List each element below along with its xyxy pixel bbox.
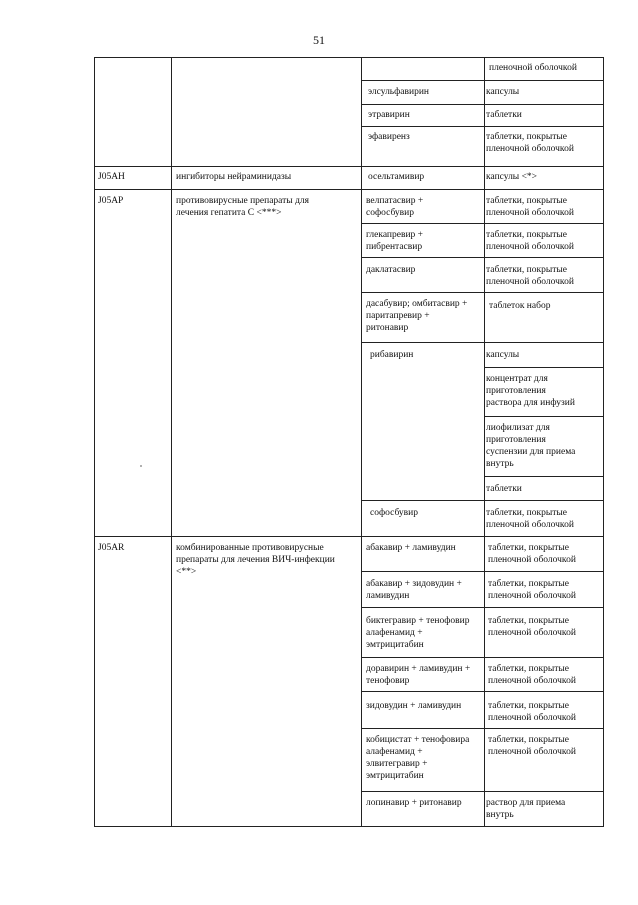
form-cell: таблетки, покрытые пленочной оболочкой bbox=[488, 543, 576, 565]
table-rule bbox=[484, 476, 604, 477]
page-number: 51 bbox=[313, 33, 325, 47]
table-rule bbox=[603, 57, 604, 827]
table-rule bbox=[361, 342, 604, 343]
form-cell: концентрат для приготовления раствора для инфузий bbox=[486, 374, 575, 408]
drug-cell: рибавирин bbox=[370, 350, 414, 360]
drug-cell: элсульфавирин bbox=[368, 87, 430, 97]
table-rule bbox=[94, 57, 95, 827]
table-rule bbox=[484, 367, 604, 368]
group-cell: ингибиторы нейраминидазы bbox=[176, 172, 292, 182]
drug-cell: глекапревир + пибрентасвир bbox=[366, 230, 424, 252]
drug-cell: абакавир + ламивудин bbox=[366, 543, 456, 553]
table-rule bbox=[484, 57, 485, 827]
form-cell: таблетки, покрытые пленочной оболочкой bbox=[486, 230, 574, 252]
table-rule bbox=[361, 657, 604, 658]
form-cell: капсулы bbox=[486, 87, 520, 97]
group-cell: комбинированные противовирусные препараты для лечения ВИЧ-инфекции <**> bbox=[176, 543, 335, 577]
form-cell: таблетки, покрытые пленочной оболочкой bbox=[488, 735, 576, 757]
form-cell: таблетки, покрытые пленочной оболочкой bbox=[488, 616, 576, 638]
table-rule bbox=[361, 223, 604, 224]
table-rule bbox=[361, 292, 604, 293]
form-cell: капсулы <*> bbox=[486, 172, 538, 182]
table-rule bbox=[361, 80, 604, 81]
atc-code-cell: J05AH bbox=[98, 172, 125, 182]
table-rule bbox=[361, 607, 604, 608]
form-cell: таблетки, покрытые пленочной оболочкой bbox=[486, 196, 574, 218]
form-cell: таблетки bbox=[486, 110, 522, 120]
drug-cell: кобицистат + тенофовира алафенамид + элвитегравир + эмтрицитабин bbox=[366, 735, 470, 781]
table-rule bbox=[361, 571, 604, 572]
form-cell: таблетки, покрытые пленочной оболочкой bbox=[488, 664, 576, 686]
drug-cell: велпатасвир + софосбувир bbox=[366, 196, 424, 218]
drug-cell: дасабувир; омбитасвир + паритапревир + ритонавир bbox=[366, 299, 468, 333]
form-cell: таблетки, покрытые пленочной оболочкой bbox=[488, 701, 576, 723]
form-cell: капсулы bbox=[486, 350, 520, 360]
form-cell: таблетки, покрытые пленочной оболочкой bbox=[486, 508, 574, 530]
drug-cell: абакавир + зидовудин + ламивудин bbox=[366, 579, 462, 601]
table-rule bbox=[361, 500, 604, 501]
form-cell: лиофилизат для приготовления суспензии для приема внутрь bbox=[486, 423, 576, 469]
form-cell: таблеток набор bbox=[489, 301, 551, 311]
atc-code-cell: J05AP bbox=[98, 196, 124, 206]
drug-cell: лопинавир + ритонавир bbox=[366, 798, 462, 808]
table-rule bbox=[361, 57, 362, 827]
form-cell: раствор для приема внутрь bbox=[486, 798, 566, 820]
scan-speck bbox=[140, 465, 142, 467]
table-rule bbox=[361, 791, 604, 792]
form-cell: таблетки, покрытые пленочной оболочкой bbox=[488, 579, 576, 601]
drug-cell: биктегравир + тенофовир алафенамид + эмтрицитабин bbox=[366, 616, 470, 650]
form-cell: таблетки, покрытые пленочной оболочкой bbox=[486, 132, 574, 154]
drug-cell: осельтамивир bbox=[368, 172, 425, 182]
drug-cell: зидовудин + ламивудин bbox=[366, 701, 462, 711]
drug-cell: даклатасвир bbox=[366, 265, 416, 275]
form-cell: пленочной оболочкой bbox=[489, 63, 577, 73]
drug-cell: эфавиренз bbox=[368, 132, 410, 142]
table-rule bbox=[361, 728, 604, 729]
table-rule bbox=[361, 126, 604, 127]
group-cell: противовирусные препараты для лечения гепатита С <***> bbox=[176, 196, 310, 218]
table-rule bbox=[361, 257, 604, 258]
form-cell: таблетки bbox=[486, 484, 522, 494]
drug-cell: этравирин bbox=[368, 110, 410, 120]
drug-cell: доравирин + ламивудин + тенофовир bbox=[366, 664, 471, 686]
table-rule bbox=[361, 691, 604, 692]
form-cell: таблетки, покрытые пленочной оболочкой bbox=[486, 265, 574, 287]
table-rule bbox=[171, 57, 172, 827]
drug-cell: софосбувир bbox=[370, 508, 418, 518]
table-rule bbox=[484, 416, 604, 417]
table-rule bbox=[361, 104, 604, 105]
atc-code-cell: J05AR bbox=[98, 543, 125, 553]
